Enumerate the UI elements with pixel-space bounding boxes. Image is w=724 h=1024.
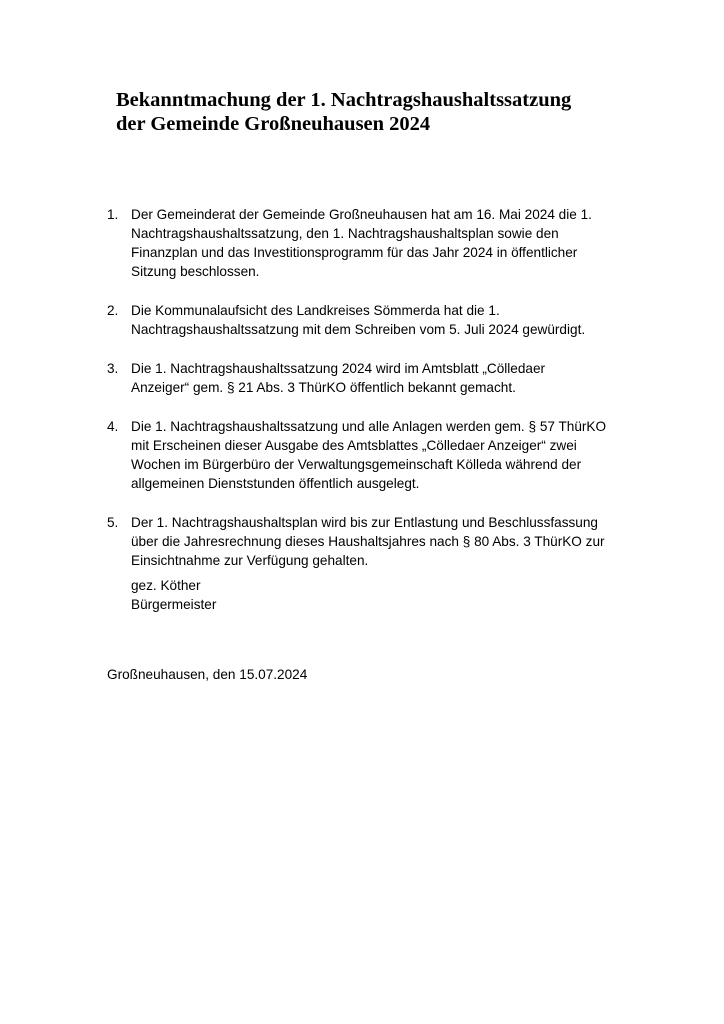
item-text-line: Nachtragshaushaltssatzung, den 1. Nachtragshaushaltsplan sowie den bbox=[131, 226, 559, 241]
item-text-line: Die Kommunalaufsicht des Landkreises Sömmerda hat die 1. bbox=[131, 303, 500, 318]
item-text-line: Der 1. Nachtragshaushaltsplan wird bis zur Entlastung und Beschlussfassung bbox=[131, 515, 598, 530]
item-text-line: allgemeinen Dienststunden öffentlich ausgelegt. bbox=[131, 476, 420, 491]
item-text-line: Die 1. Nachtragshaushaltssatzung 2024 wird im Amtsblatt „Cölledaer bbox=[131, 361, 546, 376]
document-title bbox=[116, 88, 676, 136]
item-text-line: über die Jahresrechnung dieses Haushaltsjahres nach § 80 Abs. 3 ThürKO zur bbox=[131, 534, 605, 549]
item-number: 2. bbox=[107, 303, 119, 318]
item-number: 4. bbox=[107, 419, 119, 434]
item-text-line: Finanzplan und das Investitionsprogramm für das Jahr 2024 in öffentlicher bbox=[131, 245, 578, 260]
list-item bbox=[107, 513, 647, 570]
list-item bbox=[107, 417, 647, 493]
item-number: 5. bbox=[107, 515, 119, 530]
item-text-line: Die 1. Nachtragshaushaltssatzung und alle Anlagen werden gem. § 57 ThürKO bbox=[131, 419, 607, 434]
item-text-line: Nachtragshaushaltssatzung mit dem Schreiben vom 5. Juli 2024 gewürdigt. bbox=[131, 322, 586, 337]
item-number: 3. bbox=[107, 361, 119, 376]
item-text-line: Der Gemeinderat der Gemeinde Großneuhausen hat am 16. Mai 2024 die 1. bbox=[131, 207, 592, 222]
title-line-2: der Gemeinde Großneuhausen 2024 bbox=[116, 113, 431, 135]
item-text-line: Wochen im Bürgerbüro der Verwaltungsgemeinschaft Kölleda während der bbox=[131, 457, 582, 472]
title-line-1: Bekanntmachung der 1. Nachtragshaushaltssatzung bbox=[116, 89, 572, 111]
list-item bbox=[107, 359, 647, 397]
list-item bbox=[107, 205, 647, 281]
signature-block bbox=[131, 576, 216, 614]
announcement-list bbox=[107, 205, 647, 590]
item-number: 1. bbox=[107, 207, 119, 222]
item-text-line: Sitzung beschlossen. bbox=[131, 264, 260, 279]
signature-role: Bürgermeister bbox=[131, 597, 217, 612]
item-text-line: Anzeiger“ gem. § 21 Abs. 3 ThürKO öffentlich bekannt gemacht. bbox=[131, 380, 516, 395]
signature-name: gez. Köther bbox=[131, 578, 201, 593]
item-text-line: Einsichtnahme zur Verfügung gehalten. bbox=[131, 553, 369, 568]
place-and-date: Großneuhausen, den 15.07.2024 bbox=[107, 667, 308, 682]
list-item bbox=[107, 301, 647, 339]
item-text-line: mit Erscheinen dieser Ausgabe des Amtsblattes „Cölledaer Anzeiger“ zwei bbox=[131, 438, 577, 453]
